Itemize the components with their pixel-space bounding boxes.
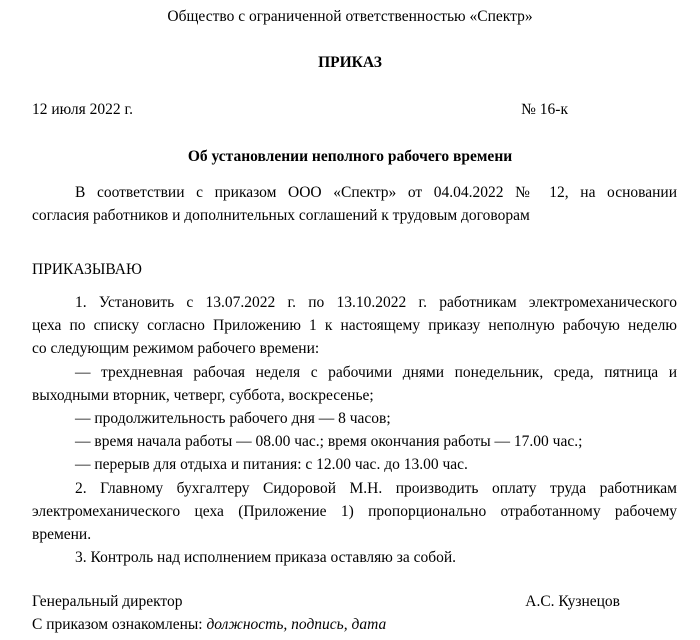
order-number: № 16-к: [521, 101, 568, 118]
item1-dash2: — продолжительность рабочего дня — 8 часов;: [75, 410, 391, 427]
item1-dash3: — время начала работы — 08.00 час.; время окончания работы — 17.00 час.;: [75, 433, 583, 450]
item2-line-1: 2. Главному бухгалтеру Сидоровой М.Н. производить оплату труда работникам: [75, 480, 677, 497]
item2-line-2: электромеханического цеха (Приложение 1) пропорционально отработанному рабочему: [32, 503, 677, 520]
item1-line-2: цеха по списку согласно Приложению 1 к настоящему приказу неполную рабочую неделю: [32, 317, 677, 334]
organization-name: Общество с ограниченной ответственностью «Спектр»: [167, 8, 533, 25]
item1-line-1: 1. Установить с 13.07.2022 г. по 13.10.2022 г. работникам электромеханического: [75, 294, 677, 311]
signatory-name: А.С. Кузнецов: [525, 593, 620, 610]
order-date: 12 июля 2022 г.: [32, 101, 133, 118]
acquaintance-label: С приказом ознакомлены:: [32, 616, 203, 633]
order-word: ПРИКАЗЫВАЮ: [32, 261, 142, 278]
preamble-line-2: согласия работников и дополнительных соглашений к трудовым договорам: [32, 207, 530, 224]
document-type-title: ПРИКАЗ: [318, 54, 382, 71]
order-subject: Об установлении неполного рабочего времени: [187, 148, 513, 165]
acquaintance-line: [32, 613, 386, 636]
signatory-position: Генеральный директор: [32, 593, 183, 610]
item3: 3. Контроль над исполнением приказа оставляю за собой.: [75, 549, 457, 566]
preamble-line-1: В соответствии с приказом ООО «Спектр» от 04.04.2022 № 12, на основании: [75, 184, 677, 201]
acquaintance-fields: должность, подпись, дата: [206, 616, 387, 633]
item1-dash1-line-1: — трехдневная рабочая неделя с рабочими днями понедельник, среда, пятница и: [75, 364, 677, 381]
item1-dash4: — перерыв для отдыха и питания: с 12.00 час. до 13.00 час.: [75, 456, 468, 473]
item2-line-3: времени.: [32, 526, 92, 543]
item1-dash1-line-2: выходными вторник, четверг, суббота, воскресенье;: [32, 387, 374, 404]
item1-line-3: со следующим режимом рабочего времени:: [32, 340, 320, 357]
